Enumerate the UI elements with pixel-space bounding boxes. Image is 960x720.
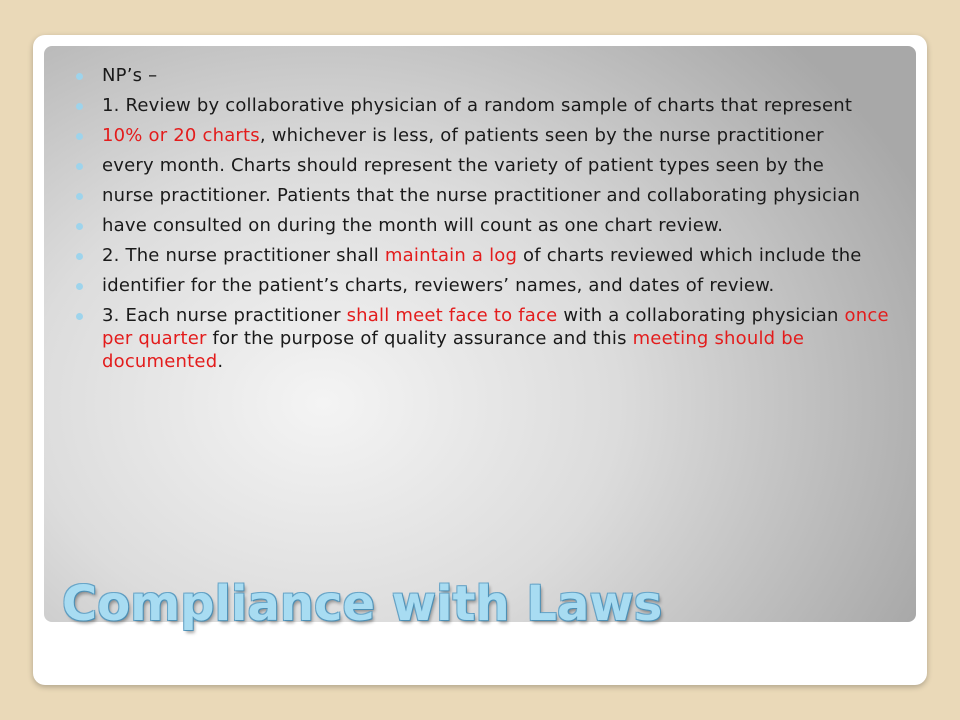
bullet-list [72,64,912,380]
bullet-dot-icon [76,313,83,320]
highlighted-text: 10% or 20 charts [102,125,260,146]
bullet-item [72,214,912,237]
bullet-text: with a collaborating physician [557,305,845,326]
bullet-item [72,274,912,297]
bullet-item [72,124,912,147]
bullet-text: 1. Review by collaborative physician of a random sample of charts that represent [102,95,853,116]
bullet-item [72,184,912,207]
bullet-text: nurse practitioner. Patients that the nurse practitioner and collaborating physician [102,185,861,206]
bullet-dot-icon [76,193,83,200]
slide-title: Compliance with Laws [62,576,663,632]
bullet-text: every month. Charts should represent the variety of patient types seen by the [102,155,824,176]
bullet-text: have consulted on during the month will count as one chart review. [102,215,724,236]
bullet-text: , whichever is less, of patients seen by the nurse practitioner [259,125,824,146]
bullet-dot-icon [76,253,83,260]
highlighted-text: once per quarter [102,305,889,349]
highlighted-text: shall meet face to face [346,305,558,326]
bullet-text: 2. The nurse practitioner shall [102,245,385,266]
bullet-dot-icon [76,73,83,80]
bullet-dot-icon [76,103,83,110]
bullet-text: NP’s – [102,65,158,86]
bullet-item [72,94,912,117]
bullet-item [72,304,912,373]
highlighted-text: maintain a log [384,245,518,266]
bullet-text: for the purpose of quality assurance and this [206,328,633,349]
bullet-item [72,64,912,87]
bullet-dot-icon [76,163,83,170]
bullet-dot-icon [76,133,83,140]
bullet-text: . [217,351,224,372]
bullet-dot-icon [76,283,83,290]
bullet-dot-icon [76,223,83,230]
bullet-item [72,154,912,177]
bullet-text: 3. Each nurse practitioner [102,305,347,326]
bullet-text: identifier for the patient’s charts, reviewers’ names, and dates of review. [102,275,775,296]
highlighted-text: meeting should be documented [102,328,805,372]
bullet-item [72,244,912,267]
bullet-text: of charts reviewed which include the [517,245,862,266]
